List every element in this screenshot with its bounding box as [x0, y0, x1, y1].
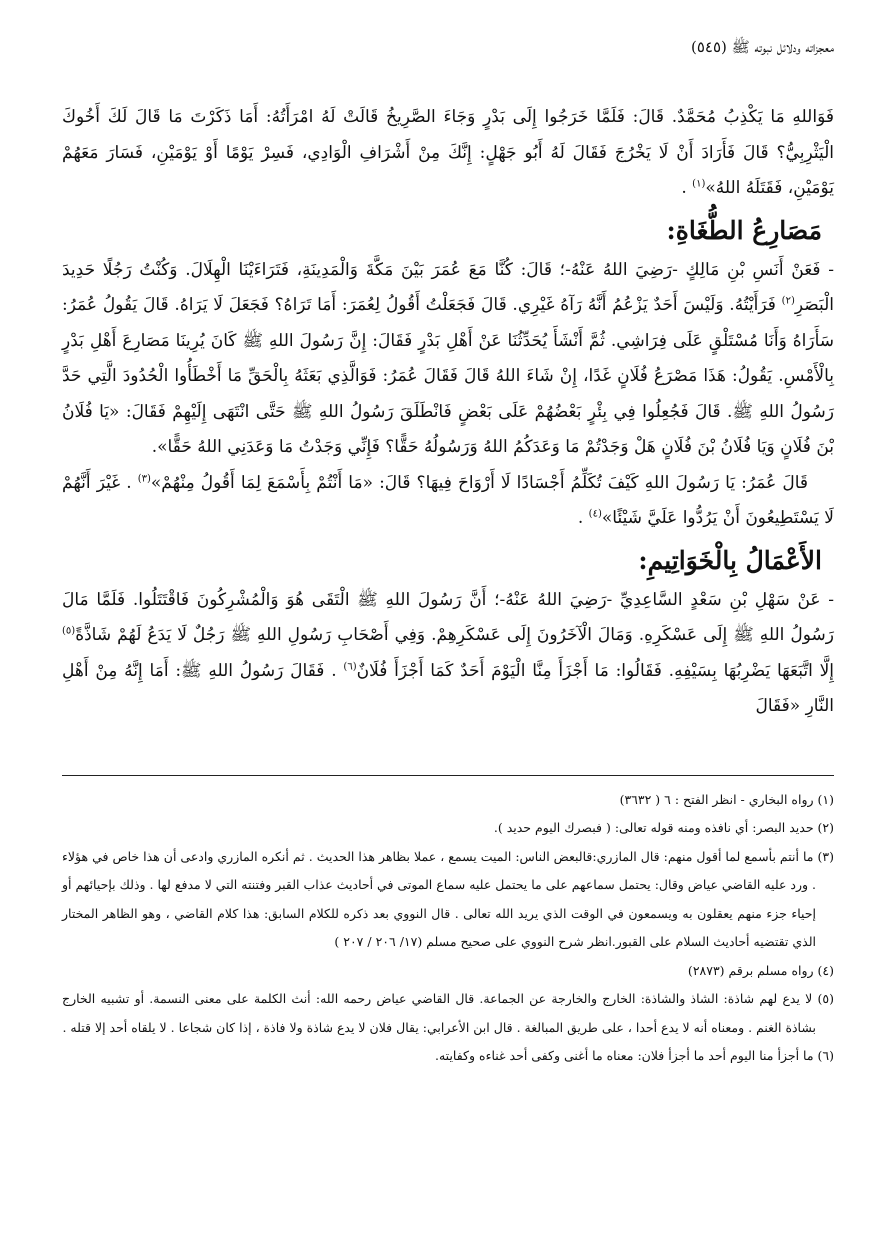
footnote-ref-6[interactable]: (٦): [343, 660, 357, 672]
paragraph-1: [62, 100, 834, 207]
section-heading-1: مَصَارِعُ الطُّغَاةِ:: [666, 215, 822, 245]
paragraph-2-text: - فَعَنْ أَنَسِ بْنِ مَالِكٍ -رَضِيَ اللهُ عَنْهُ-؛ قَالَ: كُنَّا مَعَ عُمَرَ بَيْنَ مَكَّةَ وَالْمَدِينَةِ، فَتَرَاءَيْنَا الْهِلَالَ. وَكُنْتُ رَجُلًا حَدِيدَ الْبَصَرِ: [62, 259, 834, 315]
footnote-4: (٤) رواه مسلم برقم (٢٨٧٣): [687, 962, 834, 978]
page-number: (٥٤٥): [690, 38, 727, 56]
footnote-ref-5[interactable]: (٥): [62, 625, 76, 637]
footnote-ref-3[interactable]: (٣): [137, 472, 151, 484]
running-title: معجزاته ودلائل نبوته ﷺ: [731, 38, 834, 56]
paragraph-3-mid: . غَيْرَ أَنَّهُمْ لَا يَسْتَطِيعُونَ أَنْ يَرُدُّوا عَلَيَّ شَيْئًا»: [62, 472, 834, 528]
paragraph-1-text: فَوَاللهِ مَا يَكْذِبُ مُحَمَّدٌ. قَالَ: فَلَمَّا خَرَجُوا إِلَى بَدْرٍ وَجَاءَ الصَّرِيخُ قَالَتْ لَهُ امْرَأَتُهُ: أَمَا ذَكَرْتَ مَا قَالَ لَكَ أَخُوكَ الْيَثْرِبِيُّ؟ قَالَ فَأَرَادَ أَنْ لَا يَخْرُجَ فَقَالَ لَهُ أَبُو جَهْلٍ: إِنَّكَ مِنْ أَشْرَافِ الْوَادِي، فَسِرْ يَوْمًا أَوْ يَوْمَيْنِ، فَسَارَ مَعَهُمْ يَوْمَيْنِ، فَقَتَلَهُ اللهُ»: [62, 107, 834, 198]
footnote-ref-4[interactable]: (٤): [588, 508, 602, 520]
paragraph-3-text: قَالَ عُمَرُ: يَا رَسُولَ اللهِ كَيْفَ تُكَلِّمُ أَجْسَادًا لَا أَرْوَاحَ فِيهَا؟ قَالَ: «مَا أَنْتُمْ بِأَسْمَعَ لِمَا أَقُولُ مِنْهُمْ»: [150, 472, 808, 493]
footnote-6: (٦) ما أجزأ منا اليوم أحد ما أجزأ فلان: معناه ما أغنى وكفى أحد غناءه وكفايته.: [435, 1048, 834, 1063]
footnotes: [62, 786, 834, 1071]
footnote-divider: [62, 775, 834, 776]
footnote-1: (١) رواه البخاري - انظر الفتح : ٦ ( ٣٦٣٢): [619, 791, 834, 807]
main-text: [62, 100, 834, 725]
paragraph-3-end: .: [577, 508, 589, 528]
footnote-3: (٣) ما أنتم بأسمع لما أقول منهم: قال المازري:قالبعض الناس: الميت يسمع ، عملا بظاهر هذا الحديث . ثم أنكره المازري وادعى أن هذا خاص في هؤلاء . ورد عليه القاضي عياض وقال: يحتمل سماعهم على ما يحتمل عليه سماع الموتى في أحاديث عذاب القبر وفتنته التي لا مدفع لها . وذلك بإحيائهم أو إحياء جزء منهم يعقلون به ويسمعون في الوقت الذي يريد الله تعالى . قال النووي بعد ذكره للكلام السابق: هذا كلام القاضي ، وهو الظاهر المختار الذي تقتضيه أحاديث السلام على القبور.انظر شرح النووي على صحيح مسلم (١٧/ ٢٠٦ / ٢٠٧ ): [62, 848, 834, 949]
paragraph-1-end: .: [681, 178, 693, 198]
footnote-ref-2[interactable]: (٢): [781, 295, 795, 307]
footnote-ref-1[interactable]: (١): [692, 178, 706, 190]
paragraph-4-mid: إِلَّا اتَّبَعَهَا يَضْرِبُهَا بِسَيْفِهِ. فَقَالُوا: مَا أَجْزَأَ مِنَّا الْيَوْمَ أَحَدٌ كَمَا أَجْزَأَ فُلَانٌ: [356, 660, 834, 681]
footnote-5: (٥) لا يدع لهم شاذة: الشاذ والشاذة: الخارج والخارجة عن الجماعة. قال القاضي عياض رحمه الله: أنث الكلمة على معنى النسمة. أو تشبيه الخارج بشاذة الغنم . ومعناه أنه لا يدع أحدا ، على طريق المبالغة . قال ابن الأعرابي: يقال فلان لا يدع شاذة ولا فاذة ، إذا كان شجاعا . لا يلقاه أحد إلا قتله .: [62, 991, 834, 1035]
paragraph-2: [62, 253, 834, 466]
paragraph-3: [62, 466, 834, 537]
paragraph-2-end: فَرَأَيْتُهُ. وَلَيْسَ أَحَدٌ يَزْعُمُ أَنَّهُ رَآهُ غَيْرِي. قَالَ فَجَعَلْتُ أَقُولُ لِعُمَرَ: أَمَا تَرَاهُ؟ فَجَعَلَ لَا يَرَاهُ. قَالَ يَقُولُ عُمَرُ: سَأَرَاهُ وَأَنَا مُسْتَلْقٍ عَلَى فِرَاشِي. ثُمَّ أَنْشَأَ يُحَدِّثُنَا عَنْ أَهْلِ بَدْرٍ فَقَالَ: إِنَّ رَسُولَ اللهِ ﷺ كَانَ يُرِينَا مَصَارِعَ أَهْلِ بَدْرٍ بِالْأَمْسِ. يَقُولُ: هَذَا مَصْرَعُ فُلَانٍ غَدًا، إِنْ شَاءَ اللهُ قَالَ فَقَالَ عُمَرُ: فَوَالَّذِي بَعَثَهُ بِالْحَقِّ مَا أَخْطَأُوا الْحُدُودَ الَّتِي حَدَّ رَسُولُ اللهِ ﷺ. قَالَ فَجُعِلُوا فِي بِئْرٍ بَعْضُهُمْ عَلَى بَعْضٍ فَانْطَلَقَ رَسُولُ اللهِ ﷺ حَتَّى انْتَهَى إِلَيْهِمْ فَقَالَ: «يَا فُلَانُ بْنَ فُلَانٍ وَيَا فُلَانُ بْنَ فُلَانٍ هَلْ وَجَدْتُمْ مَا وَعَدَكُمُ اللهُ وَرَسُولُهُ حَقًّا؟ فَإِنِّي وَجَدْتُ مَا وَعَدَنِي اللهُ حَقًّا».: [62, 295, 834, 457]
paragraph-4-end: . فَقَالَ رَسُولُ اللهِ ﷺ: أَمَا إِنَّهُ مِنْ أَهْلِ النَّارِ «فَقَالَ: [62, 660, 834, 716]
footnote-2: (٢) حديد البصر: أي نافذه ومنه قوله تعالى: ( فبصرك اليوم حديد ).: [493, 820, 834, 835]
running-head: [62, 36, 834, 62]
paragraph-4-text: - عَنْ سَهْلِ بْنِ سَعْدٍ السَّاعِدِيِّ -رَضِيَ اللهُ عَنْهُ-؛ أَنَّ رَسُولَ اللهِ ﷺ الْتَقَى هُوَ وَالْمُشْرِكُونَ فَاقْتَتَلُوا. فَلَمَّا مَالَ رَسُولُ اللهِ ﷺ إِلَى عَسْكَرِهِ. وَمَالَ الْآخَرُونَ إِلَى عَسْكَرِهِمْ. وَفِي أَصْحَابِ رَسُولِ اللهِ ﷺ رَجُلٌ لَا يَدَعُ لَهُمْ شَاذَّةً: [62, 589, 834, 645]
book-page: [62, 36, 834, 1071]
paragraph-4: [62, 583, 834, 725]
section-heading-2: الأَعْمَالُ بِالْخَوَاتِيمِ:: [638, 545, 822, 575]
